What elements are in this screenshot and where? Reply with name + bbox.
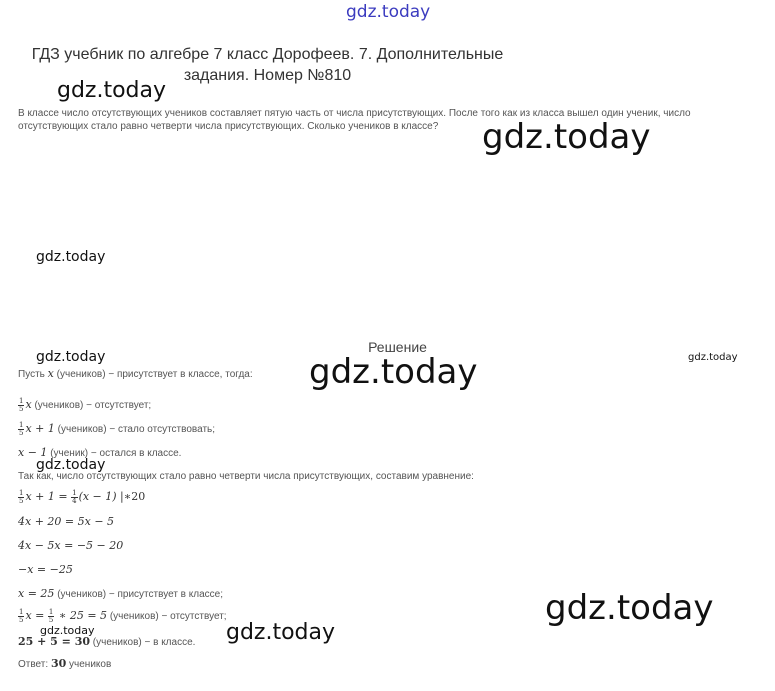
- fraction-numerator: 1: [19, 397, 24, 405]
- fraction: [71, 490, 77, 505]
- absent-calc-middle: ∗ 25 = 5: [55, 609, 108, 623]
- answer-suffix: учеников: [66, 659, 112, 670]
- watermark: gdz.today: [57, 78, 167, 103]
- step-2-expression: 4x − 5x = −5 − 20: [18, 539, 124, 552]
- fraction-denominator: 5: [19, 616, 24, 624]
- page-title: [0, 44, 535, 86]
- result-expression: x = 25: [18, 587, 55, 600]
- solution-total: [18, 635, 195, 650]
- fraction: [18, 609, 24, 624]
- fraction-numerator: 1: [19, 421, 24, 429]
- total-expression: 25 + 5 = 30: [18, 635, 91, 648]
- watermark: gdz.today: [226, 620, 336, 645]
- absent-after-suffix: (учеников) − стало отсутствовать;: [54, 424, 216, 436]
- watermark: gdz.today: [309, 352, 478, 392]
- solution-step-3: [18, 563, 73, 578]
- solution-heading: Решение: [368, 339, 427, 355]
- watermark: gdz.today: [36, 249, 106, 265]
- fraction-denominator: 5: [48, 616, 54, 624]
- let-prefix: Пусть: [18, 369, 48, 380]
- present-after-expression: x − 1: [18, 446, 48, 459]
- equation-left: x + 1 =: [25, 490, 72, 504]
- step-1-expression: 4x + 20 = 5x − 5: [18, 515, 115, 528]
- fraction-denominator: 5: [19, 429, 24, 437]
- answer-prefix: Ответ:: [18, 659, 51, 670]
- present-after-suffix: (ученик) − остался в классе.: [47, 448, 182, 459]
- solution-result: [18, 587, 223, 602]
- fraction-denominator: 5: [19, 497, 24, 505]
- fraction: [18, 490, 24, 505]
- result-suffix: (учеников) − присутствует в классе;: [54, 589, 223, 600]
- let-variable: x: [47, 367, 54, 380]
- absent-calc-suffix: (учеников) − отсутствует;: [107, 611, 227, 623]
- watermark: gdz.today: [688, 352, 738, 363]
- solution-absent-after: [18, 422, 215, 437]
- equation-intro: Так как, число отсутствующих стало равно четверти числа присутствующих, составим уравнение:: [18, 471, 474, 482]
- solution-step-1: [18, 515, 114, 530]
- solution-answer: [18, 657, 111, 672]
- equation-right: (x − 1): [78, 490, 117, 504]
- watermark: gdz.today: [36, 457, 106, 473]
- absent-suffix: (учеников) − отсутствует;: [31, 400, 152, 412]
- fraction-numerator: 1: [72, 489, 77, 497]
- page-title-line-2: задания. Номер №810: [183, 67, 352, 84]
- solution-let: [18, 367, 253, 382]
- problem-line-1: В классе число отсутствующих учеников составляет пятую часть от числа присутствующих. После того как из класса вышел один ученик, число: [18, 108, 691, 119]
- let-suffix: (учеников) − присутствует в классе, тогда:: [53, 369, 253, 380]
- fraction-denominator: 4: [72, 497, 77, 505]
- fraction: [48, 609, 54, 624]
- solution-absent: [18, 398, 151, 413]
- fraction: [18, 398, 24, 413]
- answer-value: 30: [50, 657, 67, 670]
- fraction-denominator: 5: [19, 405, 24, 413]
- fraction-numerator: 1: [48, 608, 54, 616]
- absent-calc-prefix: x =: [25, 609, 48, 623]
- equation-multiplier: |∗20: [116, 490, 146, 504]
- fraction-numerator: 1: [19, 489, 24, 497]
- watermark: gdz.today: [482, 117, 651, 157]
- absent-after-expression: x + 1: [25, 422, 55, 436]
- step-3-expression: −x = −25: [18, 563, 73, 576]
- absent-variable: x: [25, 398, 32, 412]
- problem-line-2: отсутствующих стало равно четверти числа присутствующих. Сколько учеников в классе?: [18, 121, 439, 132]
- solution-present-after: [18, 446, 181, 461]
- solution-absent-calc: [18, 609, 227, 624]
- fraction-numerator: 1: [19, 608, 24, 616]
- page-title-line-1: ГДЗ учебник по алгебре 7 класс Дорофеев. 7. Дополнительные: [31, 46, 504, 63]
- watermark: gdz.today: [40, 624, 95, 637]
- total-suffix: (учеников) − в классе.: [90, 637, 196, 648]
- watermark-top: gdz.today: [346, 2, 431, 22]
- fraction: [18, 422, 24, 437]
- problem-text: [18, 107, 768, 133]
- solution-step-2: [18, 539, 123, 554]
- watermark: gdz.today: [36, 349, 106, 365]
- solution-equation: [18, 490, 145, 505]
- watermark: gdz.today: [545, 588, 714, 628]
